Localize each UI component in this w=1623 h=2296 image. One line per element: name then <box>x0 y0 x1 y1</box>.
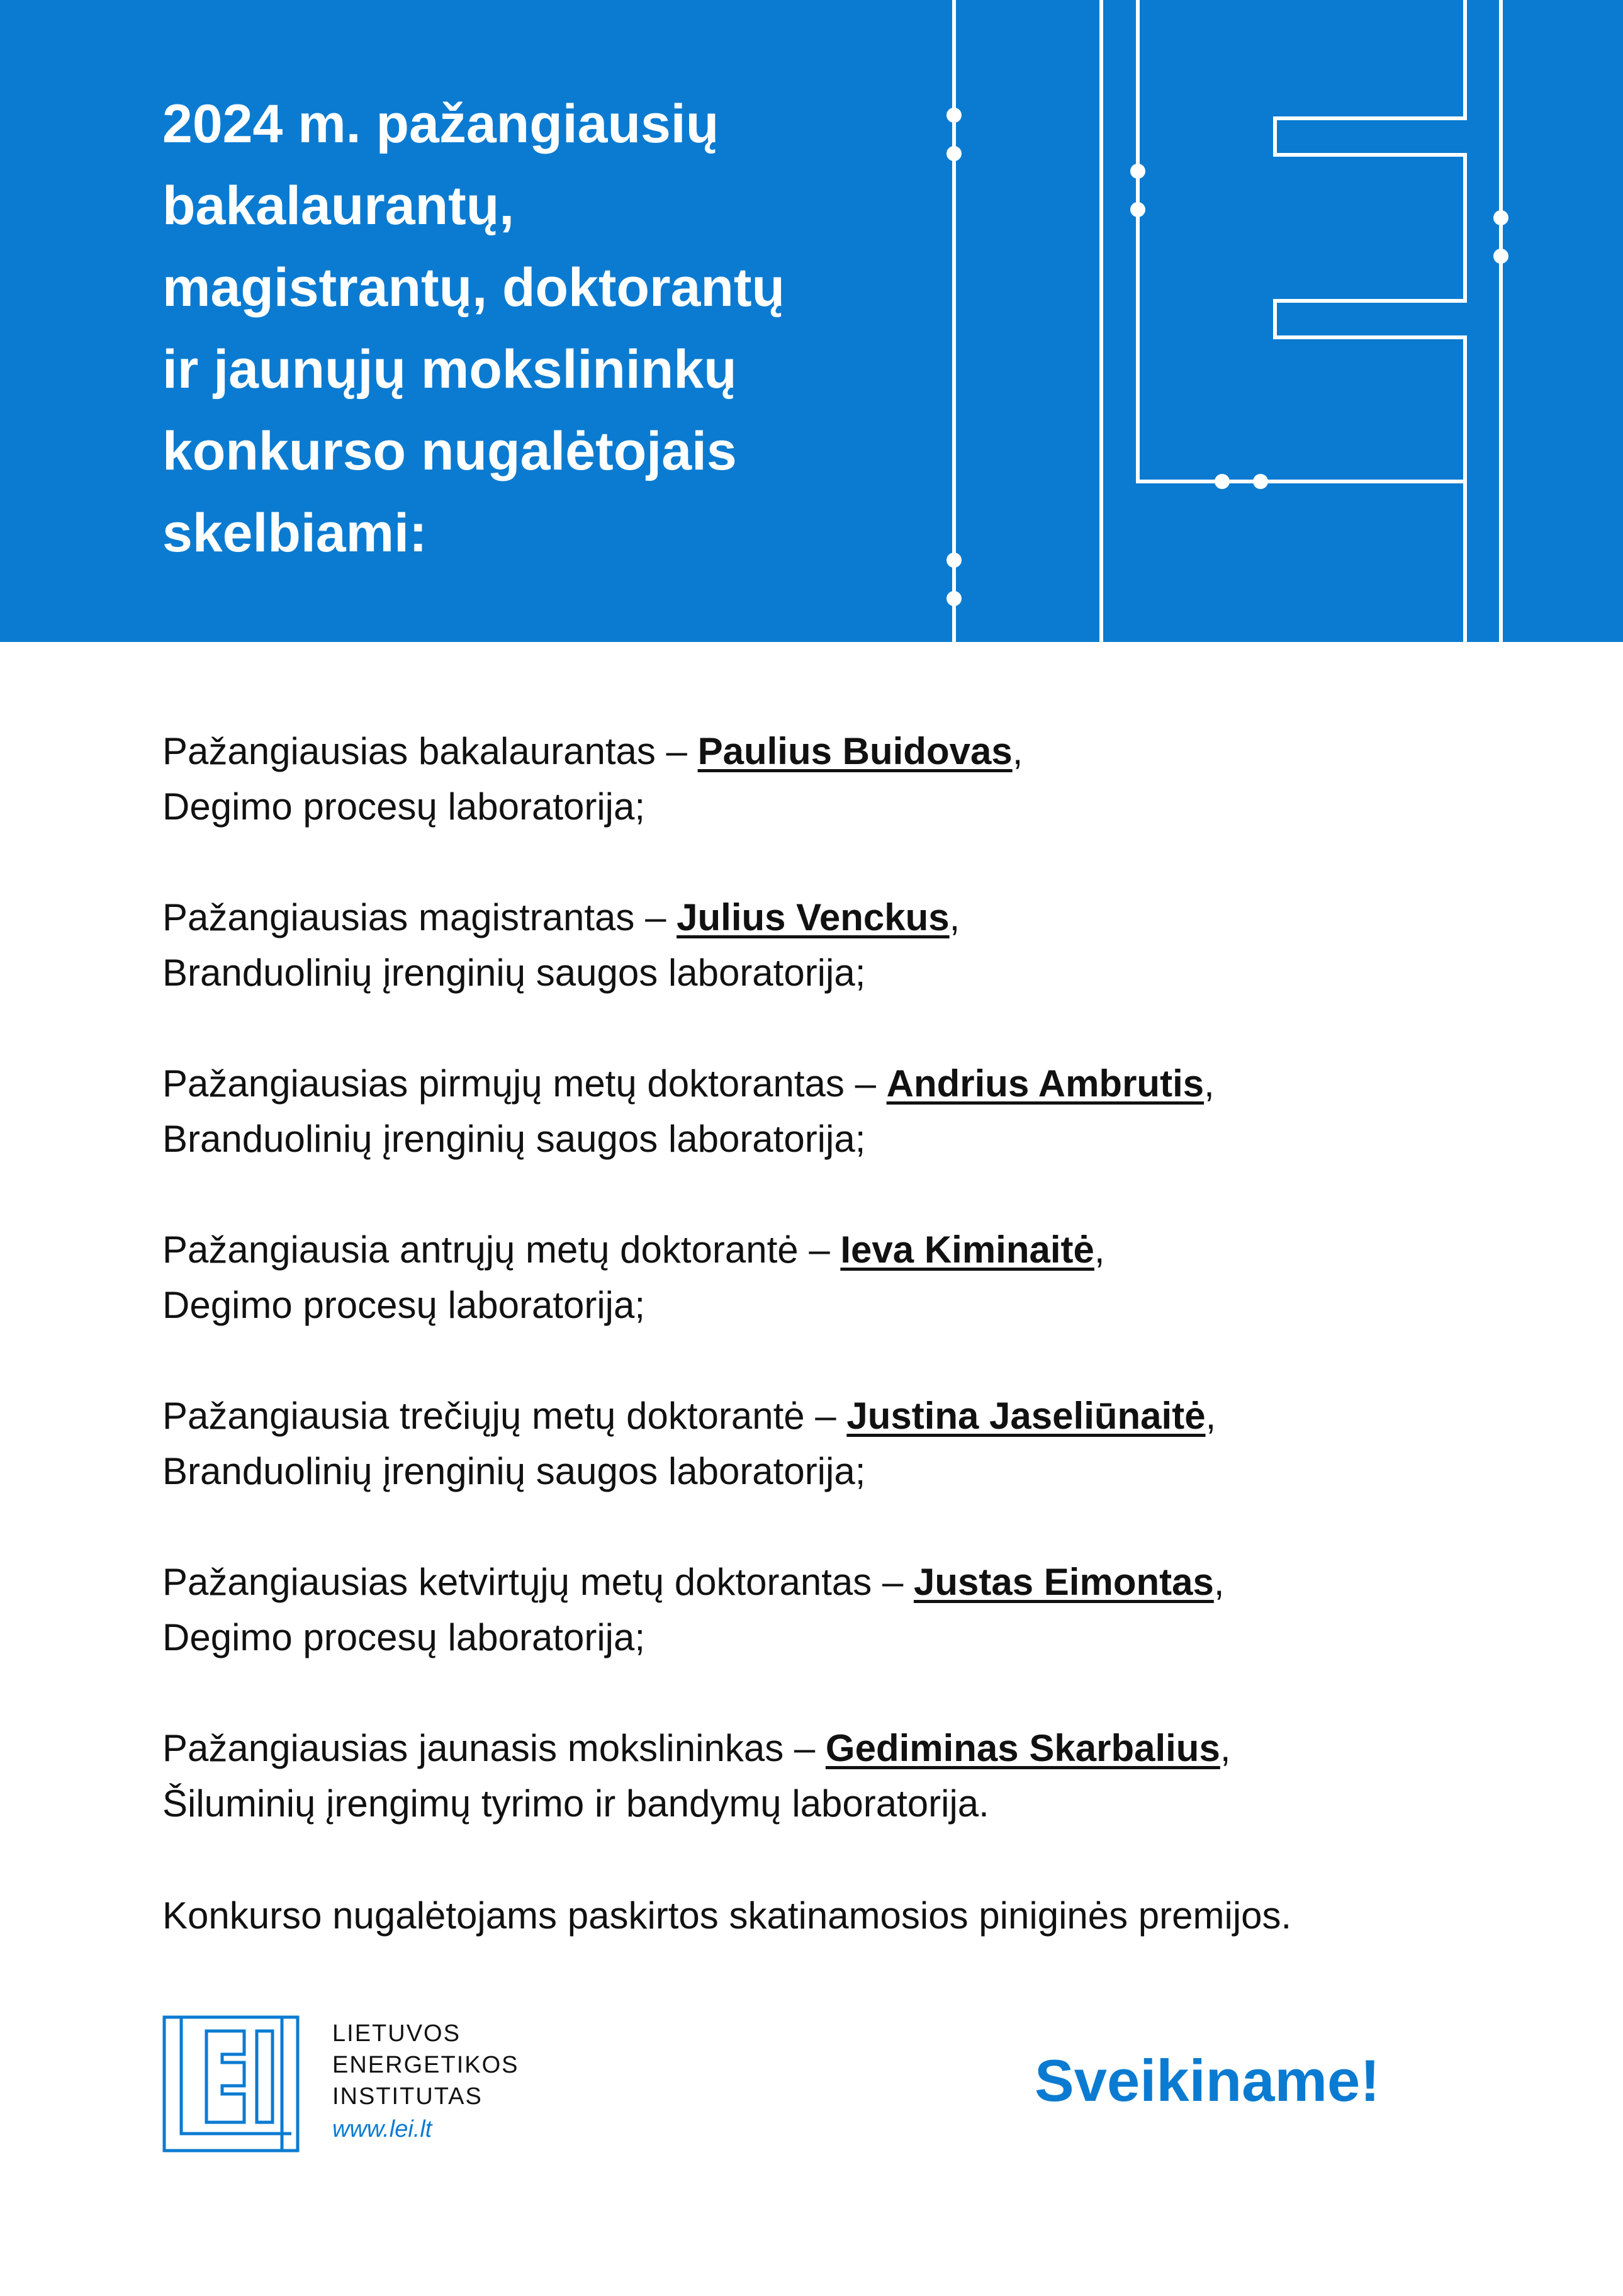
institute-name-line: INSTITUTAS <box>332 2083 483 2110</box>
award-entry <box>162 1555 1484 1721</box>
congrats-text: Sveikiname! <box>1035 2047 1380 2113</box>
award-comma: , <box>1012 730 1023 772</box>
title-line: magistrantų, doktorantų <box>162 257 785 318</box>
laboratory-name: Degimo procesų laboratorija; <box>162 1616 646 1658</box>
award-category: Pažangiausia trečiųjų metų doktorantė – <box>162 1395 847 1437</box>
award-comma: , <box>949 896 960 938</box>
institute-name-line: ENERGETIKOS <box>332 2052 519 2078</box>
award-comma: , <box>1204 1062 1215 1105</box>
laboratory-name: Degimo procesų laboratorija; <box>162 1284 646 1326</box>
award-category: Pažangiausias ketvirtųjų metų doktorantas – <box>162 1561 914 1603</box>
award-line <box>162 1555 1484 1610</box>
award-category: Pažangiausias bakalaurantas – <box>162 730 698 772</box>
circuit-lines-decoration <box>0 0 1623 642</box>
award-category: Pažangiausia antrųjų metų doktorantė – <box>162 1229 841 1271</box>
award-entry <box>162 1388 1484 1555</box>
award-entry <box>162 1721 1484 1887</box>
award-line <box>162 1388 1484 1444</box>
award-comma: , <box>1213 1561 1225 1603</box>
award-line <box>162 724 1484 779</box>
laboratory-name: Branduolinių įrenginių saugos laboratorija; <box>162 952 866 994</box>
award-comma: , <box>1205 1395 1216 1437</box>
laboratory-name: Branduolinių įrenginių saugos laboratorija; <box>162 1450 866 1492</box>
header-banner <box>0 0 1623 642</box>
award-category: Pažangiausias magistrantas – <box>162 896 677 938</box>
winner-name: Andrius Ambrutis <box>886 1062 1205 1105</box>
winner-name: Ieva Kiminaitė <box>840 1229 1094 1271</box>
winner-name: Gediminas Skarbalius <box>825 1727 1220 1769</box>
title-line: ir jaunųjų mokslininkų <box>162 339 737 400</box>
winner-name: Paulius Buidovas <box>697 730 1013 772</box>
title-line: konkurso nugalėtojais <box>162 421 737 481</box>
winner-name: Justas Eimontas <box>914 1561 1214 1603</box>
closing-note: Konkurso nugalėtojams paskirtos skatinamosios piniginės premijos. <box>162 1894 1292 1937</box>
laboratory-name: Degimo procesų laboratorija; <box>162 785 646 828</box>
award-category: Pažangiausias pirmųjų metų doktorantas – <box>162 1062 887 1105</box>
award-line <box>162 1056 1484 1111</box>
award-entry <box>162 724 1484 890</box>
award-comma: , <box>1220 1727 1231 1769</box>
award-category: Pažangiausias jaunasis mokslininkas – <box>162 1727 826 1769</box>
title-line: 2024 m. pažangiausių <box>162 94 719 154</box>
award-entry <box>162 1056 1484 1222</box>
award-line <box>162 1721 1484 1776</box>
winner-name: Justina Jaseliūnaitė <box>846 1395 1206 1437</box>
award-entry <box>162 1222 1484 1388</box>
award-comma: , <box>1094 1229 1105 1271</box>
lei-logo-icon <box>162 2015 300 2152</box>
website-link[interactable]: www.lei.lt <box>332 2116 432 2142</box>
institute-name <box>332 2018 519 2112</box>
winner-name: Julius Venckus <box>677 896 950 938</box>
award-line <box>162 890 1484 945</box>
institute-name-line: LIETUVOS <box>332 2020 461 2047</box>
award-entry <box>162 890 1484 1056</box>
award-line <box>162 1222 1484 1278</box>
title-line: bakalaurantų, <box>162 176 515 236</box>
laboratory-name: Šiluminių įrengimų tyrimo ir bandymų laboratorija. <box>162 1782 989 1825</box>
laboratory-name: Branduolinių įrenginių saugos laboratorija; <box>162 1118 866 1160</box>
title-line: skelbiami: <box>162 503 427 563</box>
awards-list <box>162 724 1484 1887</box>
